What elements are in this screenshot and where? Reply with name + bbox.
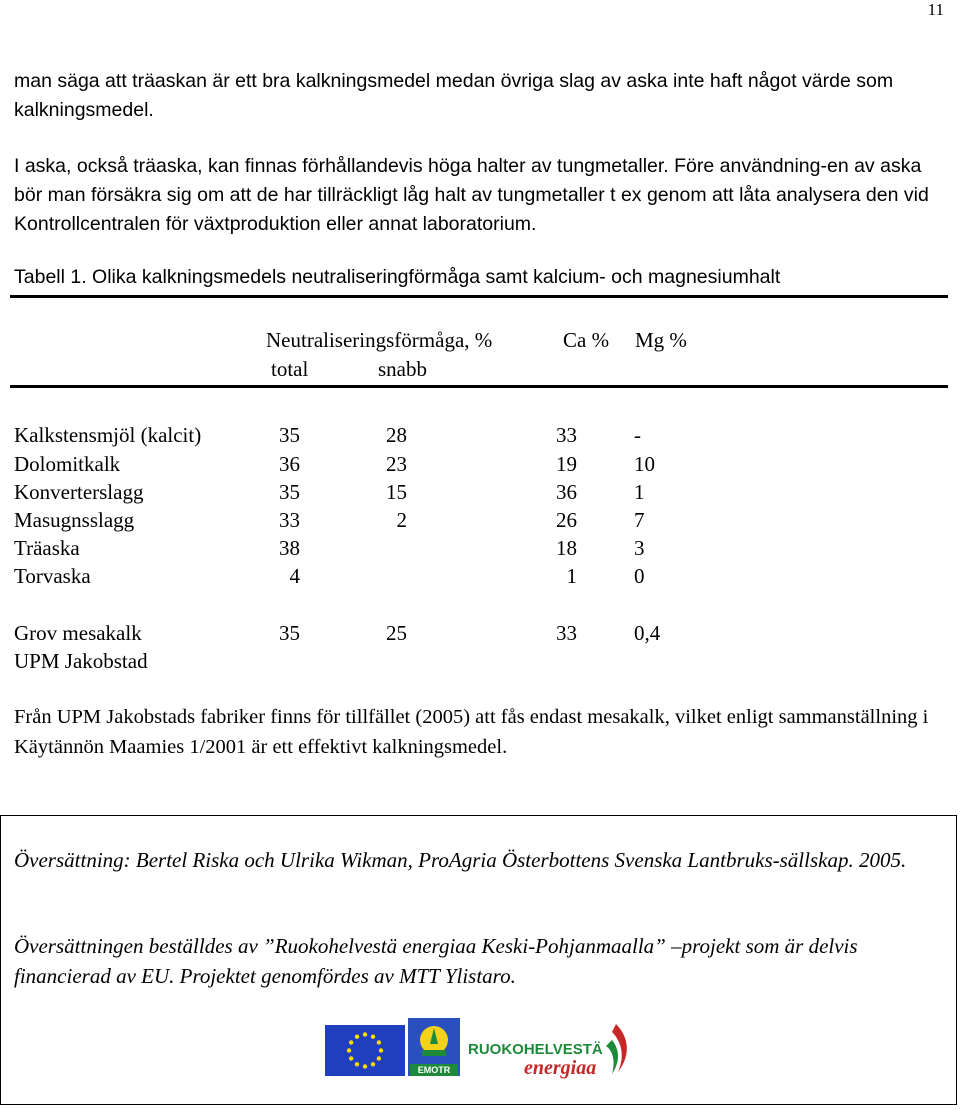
body-paragraph-1: man säga att träaskan är ett bra kalkningsmedel medan övriga slag av aska inte haft något värde som kalkningsmedel. [14,70,894,121]
logo-title-text: RUOKOHELVESTÄ [468,1041,603,1058]
table-cell-mg: 7 [634,508,645,532]
header-snabb: snabb [378,357,427,381]
eu-star-icon [371,1062,375,1066]
ruokohelvesta-energiaa-logo [466,1020,636,1080]
body-paragraph-3: Från UPM Jakobstads fabriker finns för tillfället (2005) att fås endast mesakalk, vilket enligt sammanställning i Käytännön Maamies 1/2001 är ett effektivt kalkningsmedel. [14,706,929,758]
table-cell-snabb: 25 [386,621,407,645]
table-cell-total: 35 [279,621,300,645]
page-number: 11 [927,0,944,19]
eu-star-icon [377,1056,381,1060]
table-cell-snabb: 2 [396,508,407,532]
eu-star-icon [363,1032,367,1036]
header-mg: Mg % [635,328,687,352]
table-cell-ca: 26 [556,508,577,532]
table-cell-total: 35 [279,423,300,447]
table-cell-mg: 0 [634,564,645,588]
table-cell-ca: 33 [556,423,577,447]
eu-star-icon [371,1034,375,1038]
table-cell-name: UPM Jakobstad [14,649,148,673]
eu-star-icon [355,1062,359,1066]
header-ca: Ca % [563,328,610,352]
eu-star-icon [347,1048,351,1052]
body-paragraph-2: I aska, också träaska, kan finnas förhållandevis höga halter av tungmetaller. Före användning-en av aska bör man försäkra sig om att de har tillräckligt låg halt av tungmetaller t ex genom att låta analysera den vid Kontrollcentralen för växtproduktion eller annat laboratorium. [14,155,929,235]
logo-sub-text: energiaa [524,1057,597,1079]
table-cell-name: Träaska [14,536,80,560]
table-cell-mg: 0,4 [634,621,661,645]
table-cell-ca: 18 [556,536,577,560]
table-cell-name: Torvaska [14,564,91,588]
table-cell-total: 4 [289,564,300,588]
table-cell-mg: 1 [634,480,645,504]
emotr-label: EMOTR [410,1064,458,1076]
table-cell-snabb: 28 [386,423,407,447]
eu-star-icon [363,1064,367,1068]
table-cell-mg: 10 [634,452,655,476]
eu-star-icon [377,1040,381,1044]
table-cell-mg: - [634,423,641,447]
table-cell-total: 35 [279,480,300,504]
table-cell-total: 38 [279,536,300,560]
table-cell-name: Grov mesakalk [14,621,142,645]
table-caption: Tabell 1. Olika kalkningsmedels neutraliseringförmåga samt kalcium- och magnesiumhalt [14,266,781,288]
table-cell-mg: 3 [634,536,645,560]
table-cell-name: Konverterslagg [14,480,144,504]
table-cell-ca: 33 [556,621,577,645]
table-cell-ca: 1 [566,564,577,588]
translation-credit: Översättning: Bertel Riska och Ulrika Wikman, ProAgria Österbottens Svenska Lantbruks-sällskap. 2005. [14,848,907,872]
table-cell-name: Masugnsslagg [14,508,135,532]
table-header-rule [10,385,948,388]
table-cell-snabb: 23 [386,452,407,476]
table-cell-total: 33 [279,508,300,532]
eu-star-icon [349,1040,353,1044]
eu-star-icon [349,1056,353,1060]
table-cell-total: 36 [279,452,300,476]
table-cell-snabb: 15 [386,480,407,504]
header-neutralization: Neutraliseringsförmåga, % [266,328,493,352]
project-note: Översättningen beställdes av ”Ruokohelvestä energiaa Keski-Pohjanmaalla” –projekt som är delvis financierad av EU. Projektet genomfördes av MTT Ylistaro. [14,934,858,988]
eu-flag-logo [325,1025,405,1076]
table-top-rule [10,295,948,298]
table-cell-name: Dolomitkalk [14,452,121,476]
header-total: total [271,357,309,381]
table-cell-ca: 36 [556,480,577,504]
table-cell-ca: 19 [556,452,577,476]
eu-star-icon [355,1034,359,1038]
eu-star-icon [379,1048,383,1052]
table-cell-name: Kalkstensmjöl (kalcit) [14,423,202,447]
